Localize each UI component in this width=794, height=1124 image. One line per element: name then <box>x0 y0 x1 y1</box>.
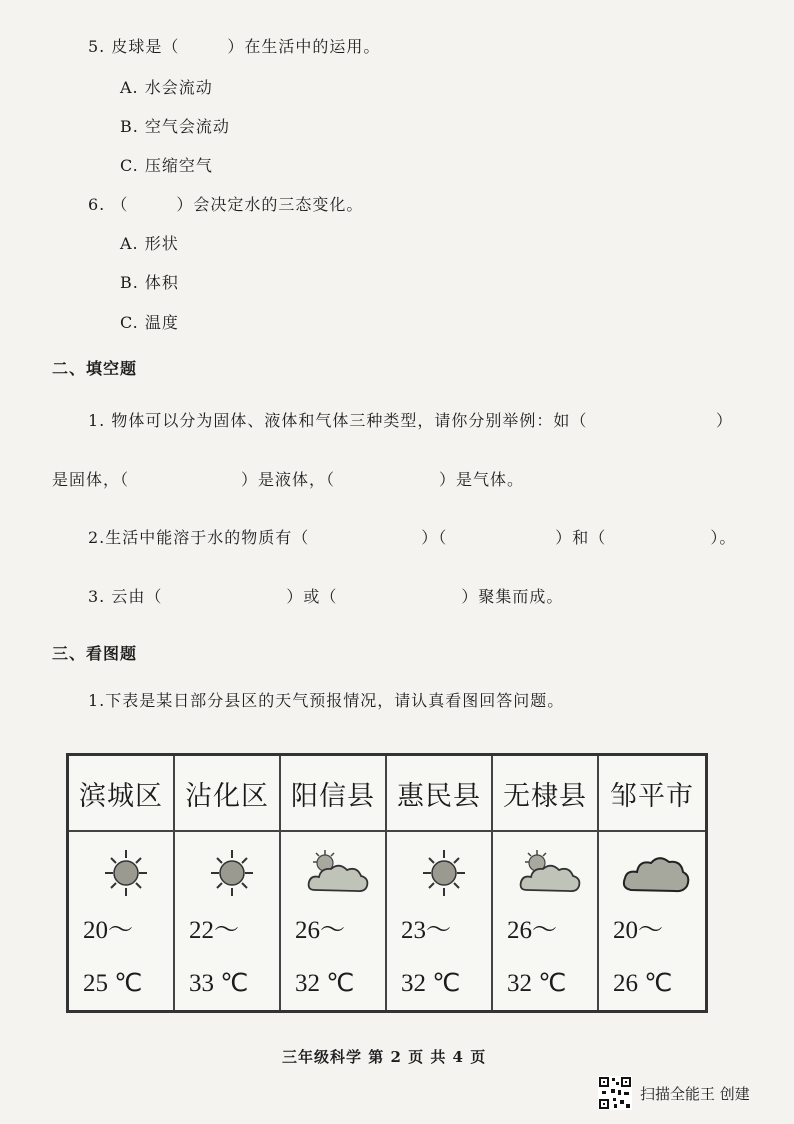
option-a: A. 形状 <box>120 234 179 253</box>
question-number: 6. <box>88 195 106 214</box>
fill-question-2 <box>88 525 736 548</box>
option-a: A. 水会流动 <box>120 78 213 97</box>
fill-question-1 <box>88 408 587 431</box>
question-text: 2.生活中能溶于水的物质有（ <box>88 528 310 547</box>
temp-high: 33 ℃ <box>189 970 249 997</box>
table-header-place: 惠民县 <box>387 756 493 832</box>
table-cell-weather <box>387 832 493 1010</box>
table-header-place: 邹平市 <box>599 756 705 832</box>
table-header-place: 滨城区 <box>69 756 175 832</box>
question-text: ）是液体，（ <box>241 470 336 489</box>
question-5 <box>88 34 380 57</box>
weather-forecast-table <box>66 753 708 1013</box>
bracket-close: ） <box>716 411 734 430</box>
table-cell-weather <box>281 832 387 1010</box>
page-footer: 三年级科学 第 2 页 共 4 页 <box>282 1048 487 1066</box>
question-text: 3. 云由（ <box>88 587 163 606</box>
temp-high: 32 ℃ <box>401 970 461 997</box>
table-header-place: 沾化区 <box>175 756 281 832</box>
temp-low: 20～ <box>613 917 664 944</box>
section-title-fill-in: 二、填空题 <box>52 359 138 378</box>
question-text: ）会决定水的三态变化。 <box>176 195 364 214</box>
table-cell-weather <box>493 832 599 1010</box>
table-cell-weather <box>69 832 175 1010</box>
temp-high: 32 ℃ <box>507 970 567 997</box>
option-b: B. 体积 <box>120 273 179 292</box>
question-text: ）（ <box>421 528 448 547</box>
question-text: ）聚集而成。 <box>461 587 564 606</box>
temp-high: 32 ℃ <box>295 970 355 997</box>
temp-high: 26 ℃ <box>613 970 673 997</box>
question-number: 5. <box>88 37 106 56</box>
table-header-place: 阳信县 <box>281 756 387 832</box>
table-cell-weather <box>599 832 705 1010</box>
option-c: C. 压缩空气 <box>120 156 213 175</box>
option-c: C. 温度 <box>120 313 179 332</box>
temp-low: 26～ <box>295 917 346 944</box>
question-text: ）。 <box>710 528 737 547</box>
scanner-watermark: 扫描全能王 创建 <box>640 1085 750 1103</box>
question-text: ）在生活中的运用。 <box>227 37 381 56</box>
table-header-place: 无棣县 <box>493 756 599 832</box>
fill-question-3 <box>88 584 563 607</box>
question-text: ）或（ <box>286 587 338 606</box>
question-text: 是固体，（ <box>52 470 130 489</box>
picture-question-1: 1.下表是某日部分县区的天气预报情况，请认真看图回答问题。 <box>88 691 565 710</box>
table-cell-weather <box>175 832 281 1010</box>
question-6 <box>88 192 363 215</box>
temp-low: 23～ <box>401 917 452 944</box>
temp-high: 25 ℃ <box>83 970 143 997</box>
qr-code-icon <box>598 1076 632 1110</box>
temp-low: 22～ <box>189 917 240 944</box>
fill-question-1-cont <box>52 467 524 490</box>
question-text: （ <box>111 195 129 214</box>
temp-low: 26～ <box>507 917 558 944</box>
section-title-picture: 三、看图题 <box>52 644 138 663</box>
question-text: ）和（ <box>555 528 607 547</box>
temp-low: 20～ <box>83 917 134 944</box>
question-text: 1. 物体可以分为固体、液体和气体三种类型，请你分别举例：如（ <box>88 411 588 430</box>
question-text: 皮球是（ <box>111 37 180 56</box>
option-b: B. 空气会流动 <box>120 117 230 136</box>
question-text: ）是气体。 <box>439 470 525 489</box>
